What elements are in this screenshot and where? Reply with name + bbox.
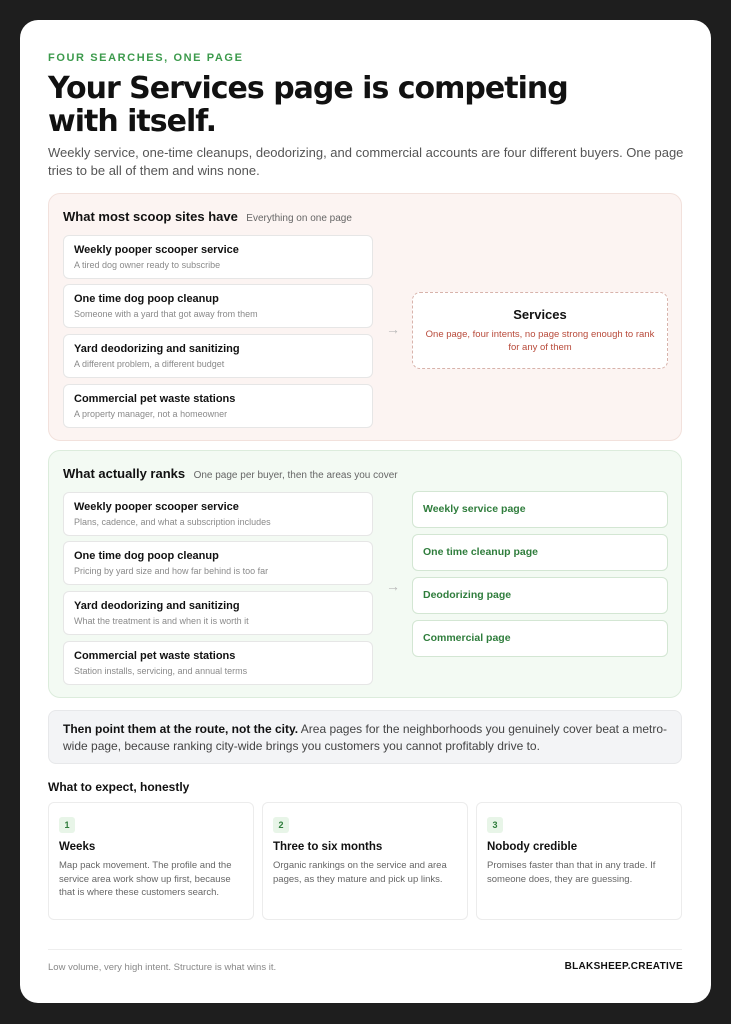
step-number-badge: 3	[487, 817, 503, 833]
expectation-body: Organic rankings on the service and area pages, as they mature and pick up links.	[273, 860, 447, 885]
callout-text: Area pages for the neighborhoods you genuinely cover beat a metro-wide page, because ranking city-wide brings you customers you cannot profitably drive to.	[63, 722, 668, 753]
services-page-box	[412, 292, 668, 369]
ranking-panel-note: One page per buyer, then the areas you cover	[193, 470, 398, 481]
ranking-item-desc: What the treatment is and when it is worth it	[74, 616, 249, 626]
current-item-desc: A different problem, a different budget	[74, 359, 225, 369]
ranking-panel-header	[63, 465, 398, 483]
current-panel-header	[63, 208, 352, 226]
expectations-heading: What to expect, honestly	[48, 780, 190, 794]
ranking-item-desc: Station installs, servicing, and annual terms	[74, 666, 248, 676]
current-item	[63, 284, 373, 328]
expectation-title: Weeks	[59, 841, 96, 853]
current-structure-panel	[48, 193, 682, 441]
ranking-item-desc: Pricing by yard size and how far behind is too far	[74, 566, 269, 576]
arrow-right-icon: →	[386, 321, 400, 337]
ranking-structure-panel	[48, 450, 682, 698]
expectation-card	[48, 802, 254, 920]
deodorizing-page-box: Deodorizing page	[412, 577, 668, 614]
document-card	[20, 20, 711, 1003]
services-page-title: Services	[513, 307, 567, 322]
ranking-item-title: Weekly pooper scooper service	[74, 501, 239, 513]
ranking-item	[63, 591, 373, 635]
cleanup-page-box: One time cleanup page	[412, 534, 668, 571]
expectation-card	[476, 802, 682, 920]
step-number-badge: 1	[59, 817, 75, 833]
current-item-title: Weekly pooper scooper service	[74, 244, 239, 256]
current-item-desc: A property manager, not a homeowner	[74, 409, 228, 419]
kicker: FOUR SEARCHES, ONE PAGE	[48, 52, 244, 64]
ranking-item-title: One time dog poop cleanup	[74, 550, 219, 562]
ranking-item-title: Commercial pet waste stations	[74, 650, 236, 662]
ranking-item	[63, 492, 373, 536]
expectation-body: Map pack movement. The profile and the service area work show up first, because that is where these customers search.	[59, 860, 232, 898]
current-item	[63, 235, 373, 279]
ranking-item	[63, 641, 373, 685]
footer-divider	[48, 949, 682, 950]
footer-tagline: Low volume, very high intent. Structure is what wins it.	[48, 962, 277, 973]
ranking-item	[63, 541, 373, 585]
weekly-service-page-box: Weekly service page	[412, 491, 668, 528]
expectation-card	[262, 802, 468, 920]
services-page-desc: One page, four intents, no page strong enough to rank for any of them	[425, 329, 655, 353]
current-item	[63, 334, 373, 378]
page-title: Your Services page is competing with itself.	[48, 71, 568, 139]
ranking-panel-heading: What actually ranks	[63, 466, 186, 481]
route-callout	[48, 710, 682, 764]
expectation-body: Promises faster than that in any trade. If someone does, they are guessing.	[487, 860, 656, 885]
expectation-title: Nobody credible	[487, 841, 578, 853]
expectation-title: Three to six months	[273, 841, 383, 853]
current-panel-heading: What most scoop sites have	[63, 209, 238, 224]
current-item-title: Yard deodorizing and sanitizing	[74, 343, 240, 355]
arrow-right-icon: →	[386, 578, 400, 594]
current-item-title: Commercial pet waste stations	[74, 393, 236, 405]
ranking-item-title: Yard deodorizing and sanitizing	[74, 600, 240, 612]
step-number-badge: 2	[273, 817, 289, 833]
current-item	[63, 384, 373, 428]
current-item-title: One time dog poop cleanup	[74, 293, 219, 305]
callout-bold: Then point them at the route, not the city.	[63, 722, 299, 736]
commercial-page-box: Commercial page	[412, 620, 668, 657]
current-item-desc: Someone with a yard that got away from them	[74, 309, 258, 319]
brand-name: BLAKSHEEP.CREATIVE	[564, 961, 683, 972]
current-item-desc: A tired dog owner ready to subscribe	[74, 260, 221, 270]
current-panel-note: Everything on one page	[246, 213, 352, 224]
page-subtitle: Weekly service, one-time cleanups, deodorizing, and commercial accounts are four different buyers. One page tries to be all of them and wins none.	[48, 145, 684, 178]
ranking-item-desc: Plans, cadence, and what a subscription includes	[74, 517, 271, 527]
